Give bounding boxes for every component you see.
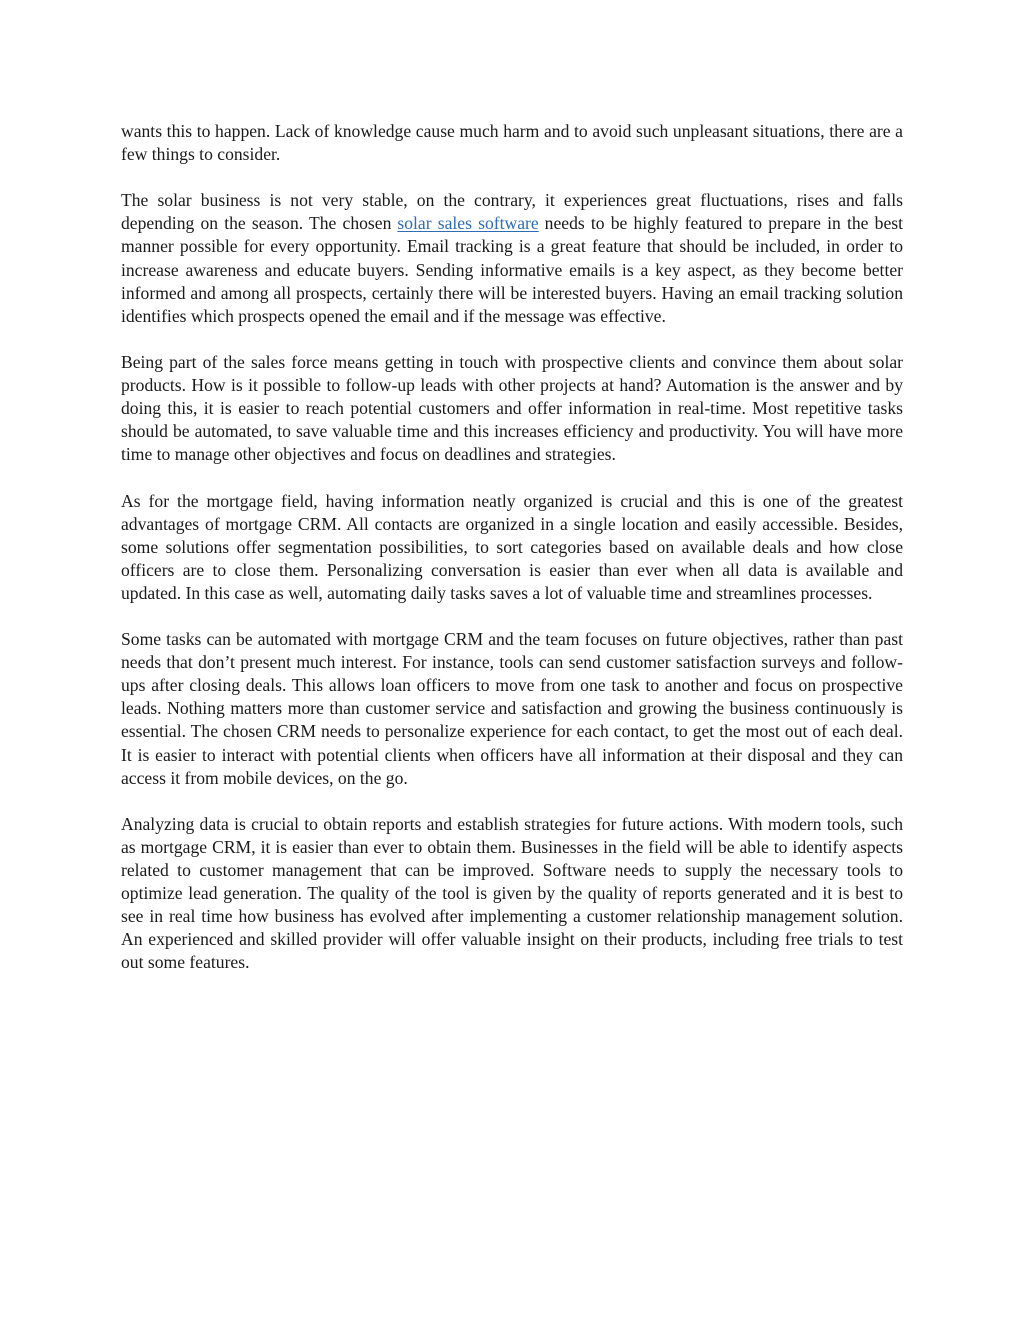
paragraph-intro: wants this to happen. Lack of knowledge cause much harm and to avoid such unpleasant situations, there are a few things to consider. <box>121 121 903 165</box>
paragraph-mortgage-field: As for the mortgage field, having information neatly organized is crucial and this is one of the greatest advantages of mortgage CRM. All contacts are organized in a single location and easily accessible. Besides, some solutions offer segmentation possibilities, to sort categories based on available deals and how close officers are to close them. Personalizing conversation is easier than ever when all data is available and updated. In this case as well, automating daily tasks saves a lot of valuable time and streamlines processes. <box>121 490 903 603</box>
paragraph-analyzing-data: Analyzing data is crucial to obtain reports and establish strategies for future actions. With modern tools, such as mortgage CRM, it is easier than ever to obtain them. Businesses in the field will be able to identify aspects related to customer management that can be improved. Software needs to supply the necessary tools to optimize lead generation. The quality of the tool is given by the quality of reports generated and it is best to see in real time how business has evolved after implementing a customer relationship management solution. An experienced and skilled provider will offer valuable insight on their products, including free trials to test out some features. <box>121 813 903 973</box>
solar-sales-software-link[interactable]: solar sales software <box>397 213 539 234</box>
paragraph-text-before-link: The solar business is not very stable, on the contrary, it experiences great fluctuations, rises and falls depending on the season. The chosen <box>121 190 903 234</box>
paragraph-solar-business <box>121 189 903 328</box>
paragraph-sales-force: Being part of the sales force means getting in touch with prospective clients and convince them about solar products. How is it possible to follow-up leads with other projects at hand? Automation is the answer and by doing this, it is easier to reach potential customers and offer information in real-time. Most repetitive tasks should be automated, to save valuable time and this increases efficiency and productivity. You will have more time to manage other objectives and focus on deadlines and strategies. <box>121 351 903 465</box>
paragraph-text-after-link: needs to be highly featured to prepare in the best manner possible for every opportunity. Email tracking is a great feature that should be included, in order to increase awareness and educate buyers. Sending informative emails is a key aspect, as they become better informed and among all prospects, certainly there will be interested buyers. Having an email tracking solution identifies which prospects opened the email and if the message was effective. <box>121 213 903 326</box>
document-page <box>121 120 903 998</box>
paragraph-automation-tasks: Some tasks can be automated with mortgage CRM and the team focuses on future objectives, rather than past needs that don’t present much interest. For instance, tools can send customer satisfaction surveys and follow-ups after closing deals. This allows loan officers to move from one task to another and focus on prospective leads. Nothing matters more than customer service and satisfaction and growing the business continuously is essential. The chosen CRM needs to personalize experience for each contact, to get the most out of each deal. It is easier to interact with potential clients when officers have all information at their disposal and they can access it from mobile devices, on the go. <box>121 629 903 788</box>
